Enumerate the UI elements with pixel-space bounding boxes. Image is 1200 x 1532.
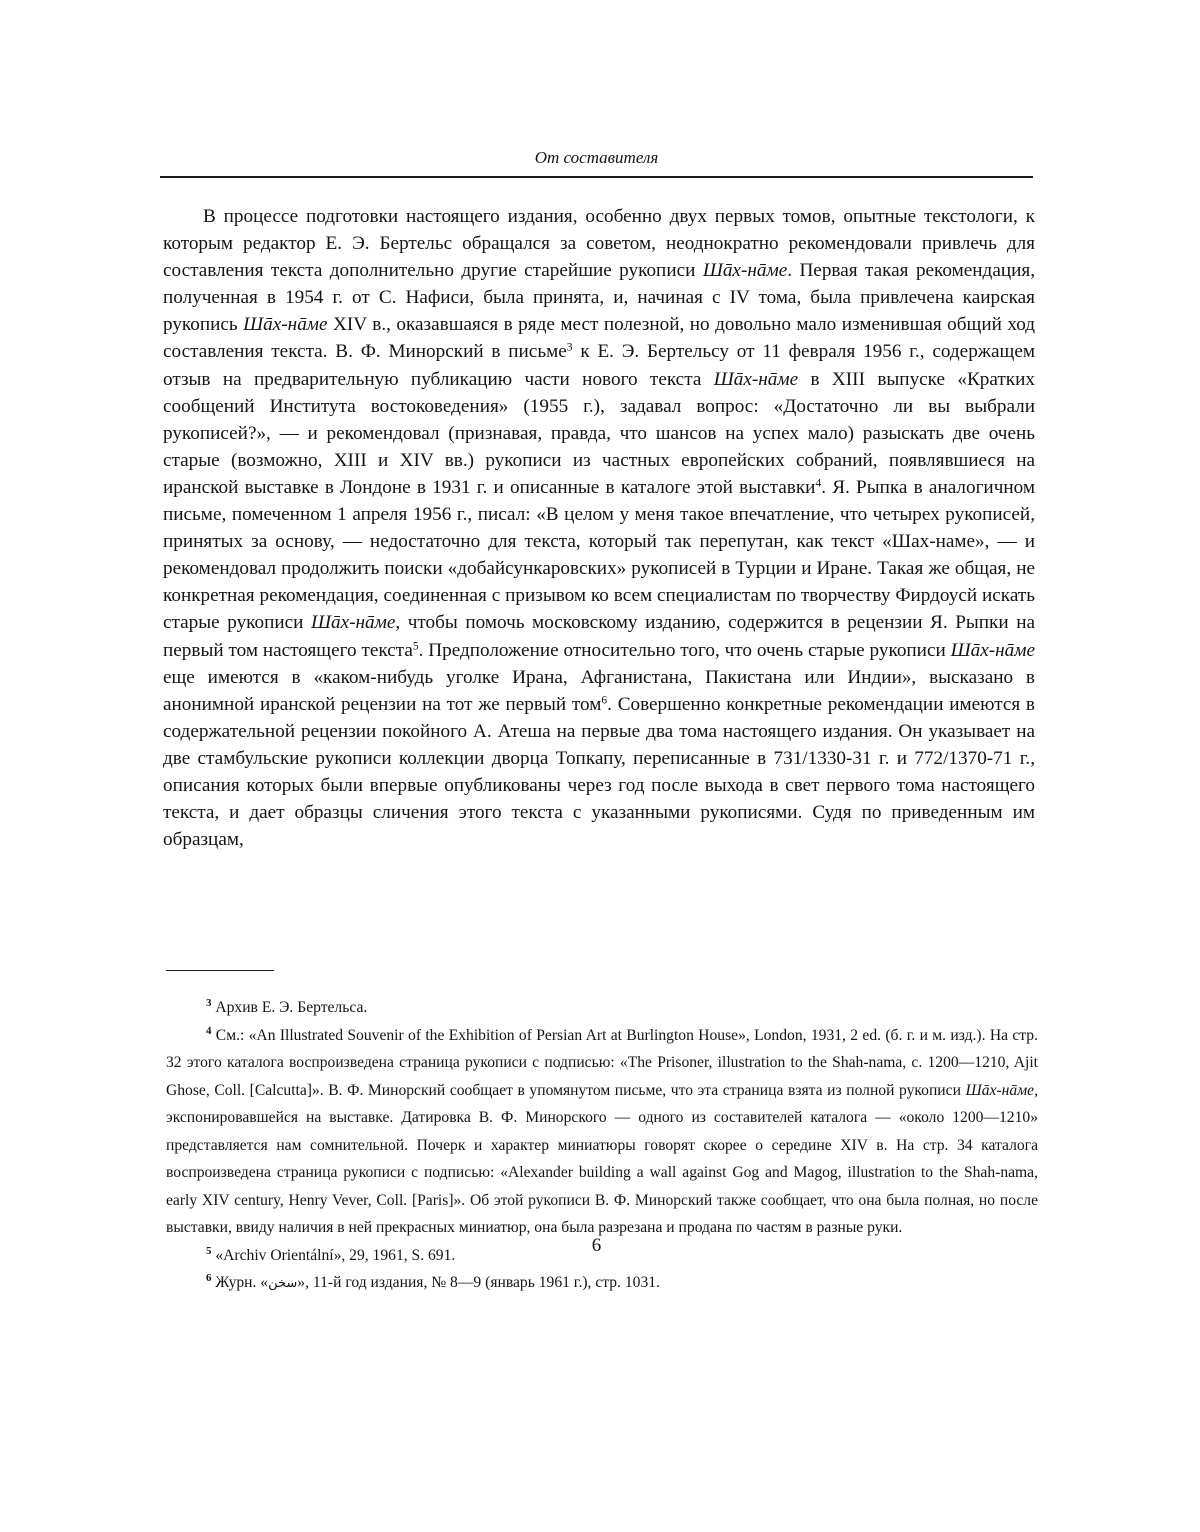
body-paragraph [163,203,1035,853]
body-text-segment: XIV в., оказавшаяся в ряде мест полезной, но довольно мало изменившая общий ход составления текста. В. Ф. Минорский в письме [163,314,1035,363]
footnote-text: Журн. « [215,1274,269,1291]
footnote-number: 4 [206,1024,212,1037]
italic-title: Шāх-нāме [950,639,1035,661]
italic-title: Шāх-нāме [702,260,788,282]
footnote-text: Архив Е. Э. Бертельса. [215,999,368,1016]
footnote-6 [166,1269,1038,1298]
arabic-journal-title: سخن [268,1276,298,1291]
footnote-ref: 3 [566,342,573,355]
footnote-text: , экспонировавшейся на выставке. Датировка В. Ф. Минорского — одного из составителей каталога — «около 1200—1210» представляется нам сомнительной. Почерк и характер миниатюры говорят скорее о середине XIV в. На стр. 34 каталога воспроизведена страница рукописи с подписью: «Alexander building a wall against Gog and Magog, illustration to the Shah-nama, early XIV century, Henry Vever, Coll. [Paris]». Об этой рукописи В. Ф. Минорский также сообщает, что она была полная, но после выставки, ввиду наличия в ней прекрасных миниатюр, она была разрезана и продана по частям в разные руки. [166,1081,1038,1236]
header-divider [160,176,1033,178]
body-text-segment: . Предположение относительно того, что очень старые рукописи [418,639,951,661]
footnote-ref: 5 [412,640,419,653]
footnote-3 [166,994,1038,1022]
body-text-segment: . Первая такая рекомендация, полученная в 1954 г. от С. Нафиси, была принята, и, начиная с IV тома, была привлечена каирская рукопись [163,260,1035,336]
italic-title: Шāх-нāме [243,314,328,336]
footnote-text: », 11-й год издания, № 8—9 (январь 1961 г.), стр. 1031. [297,1274,660,1291]
body-text-segment: . Совершенно конкретные рекомендации имеются в содержательной рецензии покойного А. Атеша на первые два тома настоящего издания. Он указывает на две стамбульские рукописи коллекции дворца Топкапу, переписанные в 731/1330-31 г. и 772/1370-71 г., описания которых были впервые опубликованы через год после выхода в свет первого тома настоящего текста, и дает образцы сличения этого текста с указанными рукописями. Судя по приведенным им образцам, [163,693,1035,851]
italic-title: Шāх-нāме [713,368,799,390]
italic-title: Шāх-нāме [311,612,396,634]
footnote-separator [166,970,274,971]
footnote-number: 5 [206,1244,212,1257]
body-text-segment: еще имеются в «каком-нибудь уголке Ирана, Афганистана, Пакистана или Индии», высказано в анонимной иранской рецензии на тот же первый том [163,666,1035,715]
body-text-segment: . Я. Рыпка в аналогичном письме, помеченном 1 апреля 1956 г., писал: «В целом у меня такое впечатление, что четырех рукописей, принятых за основу, — недостаточно для текста, который так перепутан, как текст «Шах-наме», — и рекомендовал продолжить поиски «добайсункаровских» рукописей в Турции и Иране. Такая же общая, не конкретная рекомендация, соединенная с призывом ко всем специалистам по творчеству Фирдоусй искать старые рукописи [163,476,1035,634]
footnote-ref: 6 [601,694,608,707]
footnote-text: См.: «An Illustrated Souvenir of the Exhibition of Persian Art at Burlington House», London, 1931, 2 ed. (б. г. и м. изд.). На стр. 32 этого каталога воспроизведена страница рукописи с подписью: «The Prisoner, illustration to the Shah-nama, c. 1200—1210, Ajit Ghose, Coll. [Calcutta]». В. Ф. Минорский сообщает в упомянутом письме, что эта страница взята из полной рукописи [166,1026,1038,1099]
footnote-ref: 4 [815,477,822,490]
running-title: От составителя [534,148,659,167]
footnote-text: «Archiv Orientální», 29, 1961, S. 691. [215,1246,456,1264]
body-text-segment: в XIII выпуске «Кратких сообщений Института востоковедения» (1955 г.), задавал вопрос: «Достаточно ли вы выбрали рукописей?», — и рекомендовал (признавая, правда, что шансов на успех мало) разыскать две очень старые (возможно, XIII и XIV вв.) рукописи из частных европейских собраний, появлявшиеся на иранской выставке в Лондоне в 1931 г. и описанные в каталоге этой выставки [163,368,1035,498]
italic-title: Шāх-нāме [965,1081,1035,1099]
footnote-number: 3 [206,997,212,1009]
body-text-segment: , чтобы помочь московскому изданию, содержится в рецензии Я. Рыпки на первый том настоящего текста [163,612,1035,661]
footnote-number: 6 [206,1272,212,1284]
body-text-segment: к Е. Э. Бертельсу от 11 февраля 1956 г., содержащем отзыв на предварительную публикацию части нового текста [163,341,1035,390]
page-number: 6 [591,1235,602,1256]
footnote-4 [166,1022,1038,1242]
body-text-segment: В процессе подготовки настоящего издания, особенно двух первых томов, опытные текстологи, к которым редактор Е. Э. Бертельс обращался за советом, неоднократно рекомендовали привлечь для составления текста дополнительно другие старейшие рукописи [163,206,1035,282]
